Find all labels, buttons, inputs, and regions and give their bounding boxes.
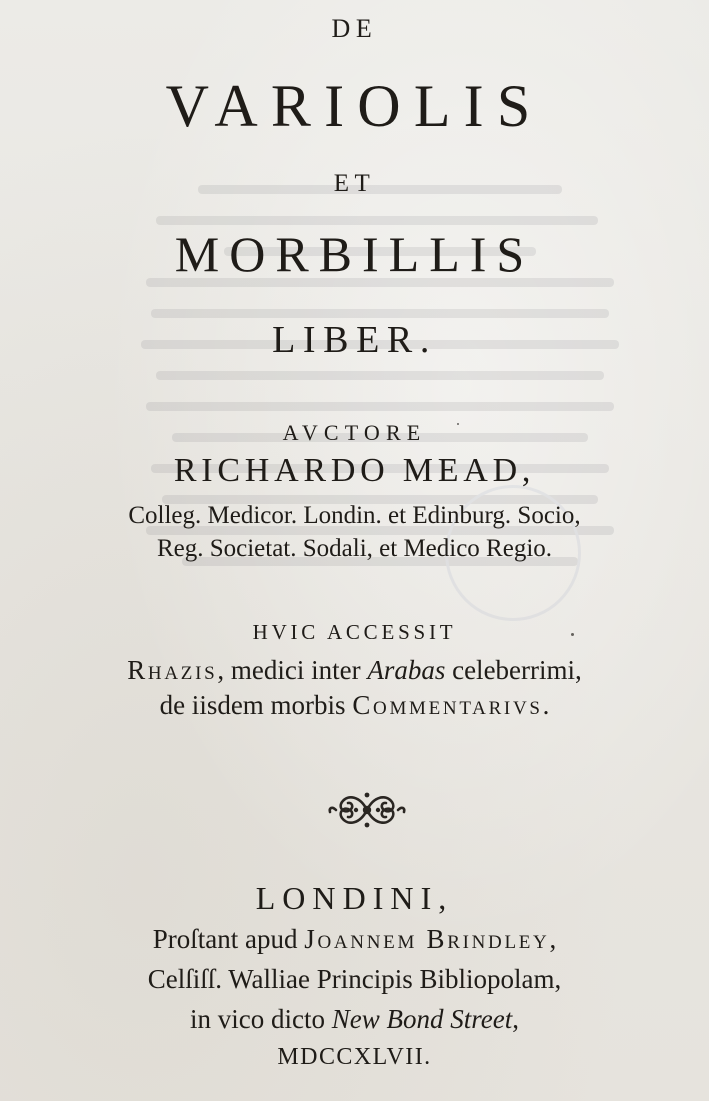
author-affiliation-line-2: Reg. Societat. Sodali, et Medico Regio. (156, 535, 553, 562)
imprint-publisher-line (0, 924, 709, 955)
rhazis-line (0, 655, 709, 686)
imprint-city: LONDINI, (255, 880, 454, 916)
prostant-text-a: Proſtant apud (152, 924, 305, 954)
rhazis-arabas: Arabas (367, 655, 446, 685)
publisher-name: Joannem Brindley (304, 924, 550, 954)
vico-text-a: in vico dicto (190, 1004, 332, 1034)
auctore-label: AVCTORE (282, 420, 427, 445)
fleuron-ornament-icon (326, 786, 408, 834)
title-liber: LIBER. (272, 319, 437, 361)
iisdem-text-b: . (542, 690, 550, 720)
imprint-date: MDCCXLVII. (277, 1044, 432, 1070)
vico-text-b: , (512, 1004, 519, 1034)
commentarius-word: Commentarivs (352, 690, 543, 720)
rhazis-name: Rhazis (127, 655, 218, 685)
rhazis-text-a: , medici inter (217, 655, 368, 685)
title-et: ET (333, 170, 376, 197)
stray-ink-dot (457, 423, 459, 425)
prostant-text-b: , (549, 924, 557, 954)
stray-ink-dot (571, 633, 574, 636)
title-variolis: VARIOLIS (165, 73, 544, 139)
rhazis-text-b: celeberrimi, (445, 655, 582, 685)
huic-accessit-label: HVIC ACCESSIT (252, 620, 457, 644)
street-name: New Bond Street (331, 1004, 513, 1034)
imprint-address-line (0, 1004, 709, 1035)
iisdem-text-a: de iisdem morbis (159, 690, 353, 720)
author-name: RICHARDO MEAD, (173, 452, 536, 489)
author-affiliation-line-1: Colleg. Medicor. Londin. et Edinburg. Socio, (128, 502, 581, 529)
title-de: DE (331, 14, 378, 43)
imprint-title-line: Celſiſſ. Walliae Principis Bibliopolam, (147, 964, 562, 994)
title-morbillis: MORBILLIS (174, 226, 535, 282)
commentarius-line (0, 690, 709, 721)
